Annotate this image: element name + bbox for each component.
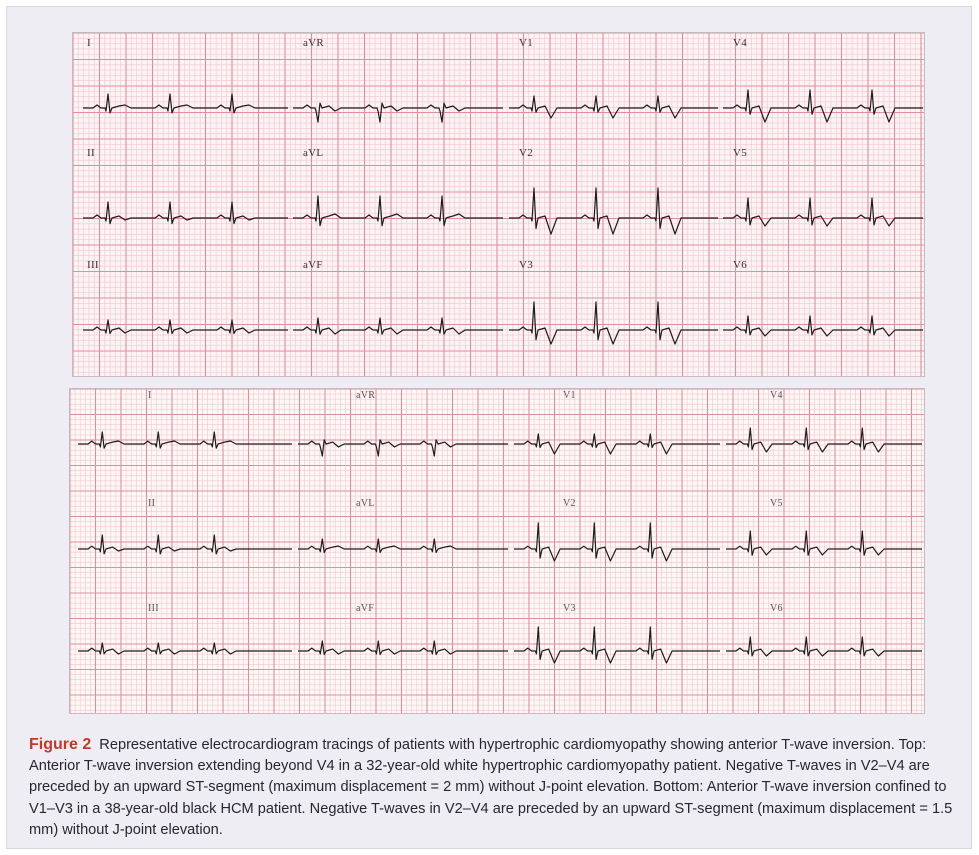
lead-label-III: III	[87, 259, 99, 271]
ecg-bottom-svg	[70, 389, 925, 714]
lead-label-V6: V6	[733, 259, 748, 271]
ecg-trace	[726, 637, 922, 656]
ecg-trace	[78, 643, 292, 654]
lead-label-aVF: aVF	[303, 259, 323, 271]
lead-label-III: III	[148, 603, 159, 614]
ecg-trace	[293, 196, 503, 226]
lead-label-V6: V6	[770, 603, 783, 614]
ecg-grid	[70, 389, 925, 714]
figure-caption-text: Representative electrocardiogram tracings of patients with hypertrophic cardiomyopathy showing anterior T-wave inversion. Top: Anterior T-wave inversion extending beyond V4 in a 32-year-old white hypertrophic cardiomyopathy patient. Negative T-waves in V2–V4 are preceded by an upward ST-segment (maximum displacement = 2 mm) without J-point elevation. Bottom: Anterior T-wave inversion confined to V1–V3 in a 38-year-old black HCM patient. Negative T-waves in V2–V4 are preceded by an upward ST-segment (maximum displacement = 1.5 mm) without J-point elevation.	[29, 737, 953, 838]
ecg-trace	[293, 318, 503, 334]
ecg-trace	[298, 539, 508, 553]
lead-label-V4: V4	[770, 390, 783, 401]
lead-label-aVR: aVR	[303, 37, 325, 49]
lead-label-V3: V3	[563, 603, 576, 614]
ecg-tracing-top	[72, 32, 925, 377]
ecg-tracing-bottom	[69, 388, 925, 714]
lead-label-aVF: aVF	[356, 603, 375, 614]
lead-label-V2: V2	[563, 498, 576, 509]
lead-label-II: II	[148, 498, 156, 509]
ecg-trace	[78, 535, 292, 554]
figure-panel	[6, 6, 972, 849]
ecg-trace	[723, 198, 923, 226]
lead-label-V4: V4	[733, 37, 748, 49]
lead-label-V1: V1	[563, 390, 576, 401]
lead-label-II: II	[87, 147, 95, 159]
ecg-top-svg	[73, 33, 925, 377]
ecg-trace	[83, 202, 288, 224]
ecg-trace	[83, 320, 288, 334]
lead-label-V5: V5	[733, 147, 748, 159]
lead-label-I: I	[87, 37, 91, 49]
ecg-trace	[514, 627, 720, 663]
figure-caption	[29, 734, 969, 841]
ecg-trace	[298, 641, 508, 655]
ecg-trace	[726, 531, 922, 555]
lead-label-aVL: aVL	[356, 498, 375, 509]
lead-label-V5: V5	[770, 498, 783, 509]
lead-label-V3: V3	[519, 259, 534, 271]
figure-label: Figure 2	[29, 736, 92, 753]
ecg-trace	[298, 440, 508, 456]
ecg-trace	[514, 434, 720, 454]
lead-label-aVL: aVL	[303, 147, 324, 159]
lead-label-V2: V2	[519, 147, 534, 159]
lead-label-I: I	[148, 390, 152, 401]
ecg-trace	[723, 90, 923, 122]
ecg-grid	[73, 33, 925, 377]
lead-label-V1: V1	[519, 37, 534, 49]
lead-label-aVR: aVR	[356, 390, 376, 401]
